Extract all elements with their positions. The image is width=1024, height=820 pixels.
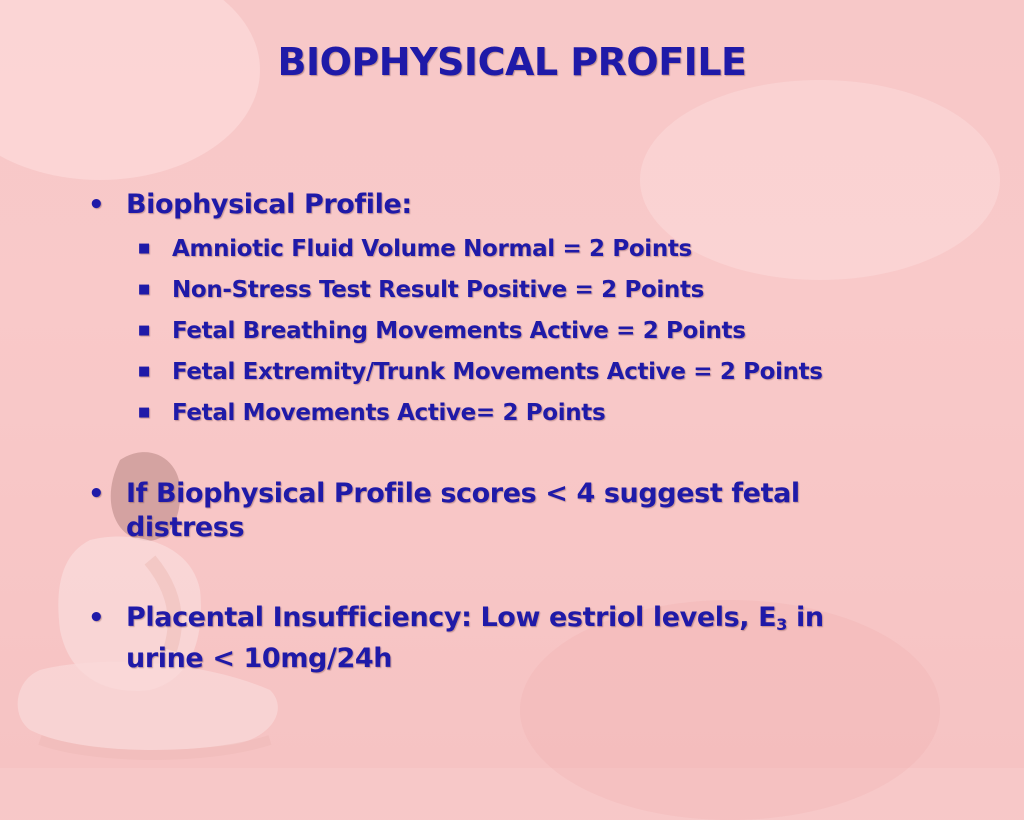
sub-bullet-item: [138, 310, 1008, 351]
sub-bullet-text: Fetal Extremity/Trunk Movements Active = 2 Points: [172, 358, 823, 385]
square-bullet-icon: ■: [138, 363, 151, 379]
square-bullet-icon: ■: [138, 404, 151, 420]
bullet-text-segment: in: [787, 602, 824, 633]
square-bullet-icon: ■: [138, 240, 151, 256]
sub-bullet-item: [138, 392, 1008, 433]
bullet-text-line: If Biophysical Profile scores < 4 suggest fetal: [126, 478, 800, 509]
bullet-item: [88, 601, 1008, 676]
bullet-text-line: distress: [126, 512, 245, 543]
bullet-text: [126, 477, 800, 545]
bullet-text: Biophysical Profile:: [126, 189, 412, 220]
sub-bullet-text: Non-Stress Test Result Positive = 2 Points: [172, 276, 704, 303]
bullet-marker: •: [88, 603, 105, 633]
sub-bullet-text: Fetal Breathing Movements Active = 2 Points: [172, 317, 746, 344]
sub-bullet-text: Fetal Movements Active= 2 Points: [172, 399, 606, 426]
background-blob: [0, 0, 260, 180]
bullet-text: [126, 601, 824, 676]
bullet-marker: •: [88, 190, 105, 220]
slide-title: BIOPHYSICAL PROFILE: [277, 40, 747, 84]
sub-bullet-item: [138, 351, 1008, 392]
sub-bullet-list: [138, 228, 1008, 433]
square-bullet-icon: ■: [138, 322, 151, 338]
bullet-item: [88, 477, 1008, 545]
sub-bullet-item: [138, 269, 1008, 310]
square-bullet-icon: ■: [138, 281, 151, 297]
sub-bullet-item: [138, 228, 1008, 269]
subscript-number: 3: [776, 615, 788, 635]
slide-body: [88, 188, 1008, 676]
bullet-text-segment: Placental Insufficiency: Low estriol levels, E: [126, 602, 777, 633]
bullet-marker: •: [88, 479, 105, 509]
bullet-text-line: urine < 10mg/24h: [126, 643, 393, 675]
bullet-item: [88, 188, 1008, 222]
sub-bullet-text: Amniotic Fluid Volume Normal = 2 Points: [172, 235, 692, 262]
